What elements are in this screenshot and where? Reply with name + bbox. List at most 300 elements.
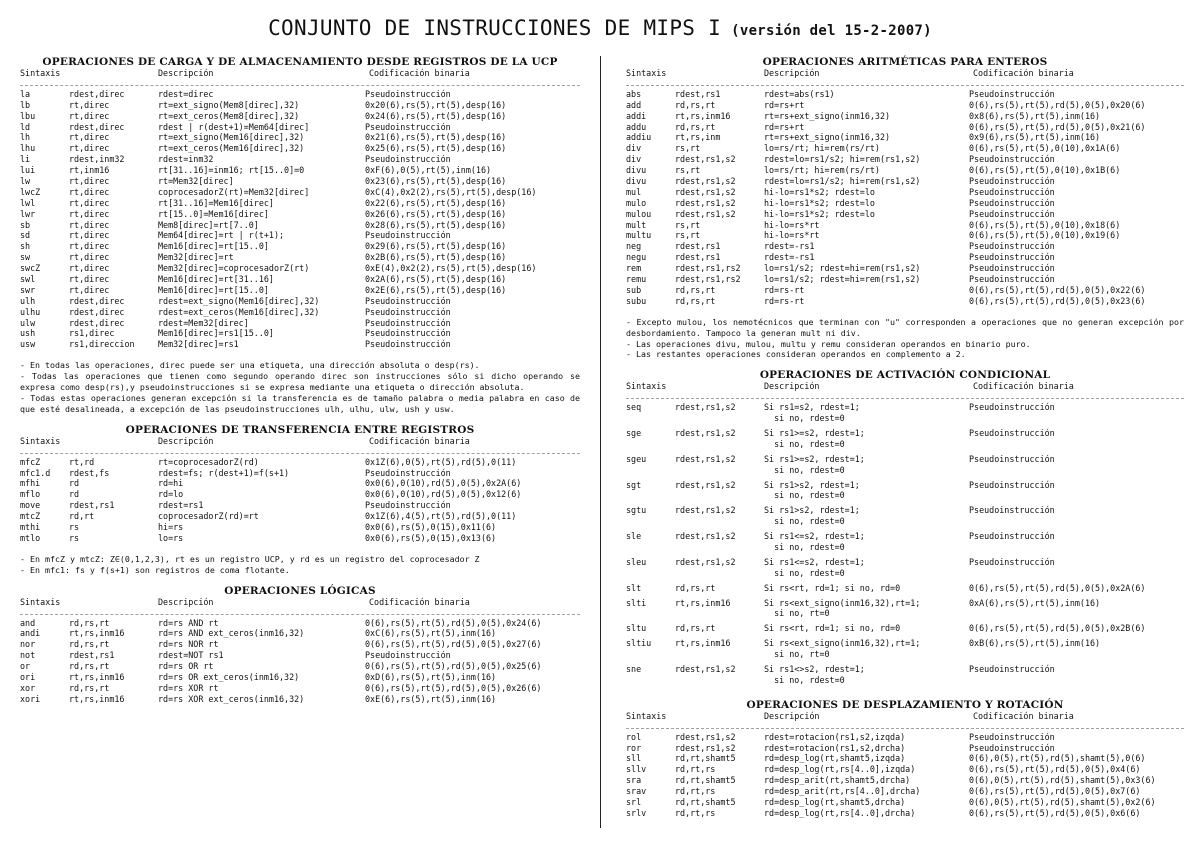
header-syntax: Sintaxis xyxy=(626,710,667,721)
table-row xyxy=(20,672,580,683)
cell-mnemonic: mult xyxy=(626,219,647,230)
cell-encoding: 0xA(6),rs(5),rt(5),inm(16) xyxy=(969,597,1101,608)
cell-description: rd=rs XOR ext_ceros(inm16,32) xyxy=(158,693,305,704)
table-row xyxy=(20,89,580,100)
cell-encoding: 0(6),rs(5),rt(5),rd(5),0(5),0x20(6) xyxy=(969,99,1146,110)
cell-description: rdest=-rs1 xyxy=(764,241,815,252)
cell-mnemonic: rem xyxy=(626,263,642,274)
table-row xyxy=(626,285,1184,296)
table-row xyxy=(626,100,1184,111)
cell-encoding: 0x8(6),rs(5),rt(5),inm(16) xyxy=(969,110,1101,121)
cell-description: Mem32[direc]=coprocesadorZ(rt) xyxy=(158,263,310,274)
cell-mnemonic: lbu xyxy=(20,110,36,121)
section-shift-rotate xyxy=(626,699,1184,819)
table-row xyxy=(20,618,580,629)
note-line: - Excepto mulou, los nemotécnicos que terminan con "u" corresponden a operaciones que no generan excepción por desbordamiento. Tampoco la generan mult ni div. xyxy=(626,316,1184,338)
cell-mnemonic: div xyxy=(626,154,642,165)
table-row xyxy=(626,664,1184,675)
cell-mnemonic: mtlo xyxy=(20,532,41,543)
table-row xyxy=(20,252,580,263)
cell-mnemonic: ld xyxy=(20,121,31,132)
table-row xyxy=(626,531,1184,542)
table-row xyxy=(20,683,580,694)
cell-operands: rt,direc xyxy=(69,99,110,110)
header-syntax: Sintaxis xyxy=(626,68,667,78)
cell-encoding: Pseudoinstrucción xyxy=(969,402,1055,413)
header-encoding: Codificación binaria xyxy=(973,68,1074,78)
cell-encoding: Pseudoinstrucción xyxy=(365,328,451,339)
cell-description: lo=rs/rt; hi=rem(rs/rt) xyxy=(764,165,880,176)
table-row xyxy=(20,285,580,296)
cell-mnemonic: divu xyxy=(626,165,647,176)
cell-operands: rt,direc xyxy=(69,219,110,230)
cell-mnemonic: sb xyxy=(20,219,31,230)
table-row xyxy=(626,296,1184,307)
cell-description: rd=rs-rt xyxy=(764,295,805,306)
cell-mnemonic: move xyxy=(20,500,41,511)
cell-description: rdest=Mem32[direc] xyxy=(158,317,249,328)
table-row xyxy=(20,230,580,241)
cell-mnemonic: srl xyxy=(626,797,642,808)
cell-mnemonic: sleu xyxy=(626,556,647,567)
cell-mnemonic: li xyxy=(20,154,31,165)
section-title: OPERACIONES ARITMÉTICAS PARA ENTEROS xyxy=(762,56,1048,68)
cell-description: coprocesadorZ(rt)=Mem32[direc] xyxy=(158,186,310,197)
table-row xyxy=(20,468,580,479)
cell-description: Mem16[direc]=rs1[15..0] xyxy=(158,328,274,339)
cell-encoding: 0(6),rs(5),rt(5),rd(5),0(5),0x27(6) xyxy=(365,639,542,650)
header-description: Descripción xyxy=(764,68,820,78)
cell-operands: rd,rs,rt xyxy=(675,582,716,593)
cell-description: Si rs1=s2, rdest=1; xyxy=(764,402,860,413)
cell-operands: rt,rs,inm16 xyxy=(675,597,731,608)
cell-mnemonic: slti xyxy=(626,597,647,608)
table-row xyxy=(20,500,580,511)
header-description: Descripción xyxy=(764,710,820,721)
cell-operands: rs,rt xyxy=(675,219,701,230)
header-rule xyxy=(20,609,580,615)
cell-operands: rdest,direc xyxy=(69,317,125,328)
table-row xyxy=(20,328,580,339)
cell-operands: rdest,rs1,s2 xyxy=(675,208,736,219)
cell-encoding: 0x23(6),rs(5),rt(5),desp(16) xyxy=(365,176,507,187)
cell-operands: rdest,rs1 xyxy=(675,88,721,99)
cell-mnemonic: ulw xyxy=(20,317,36,328)
cell-mnemonic: srlv xyxy=(626,807,647,818)
table-row xyxy=(626,428,1184,439)
table-row xyxy=(626,220,1184,231)
cell-mnemonic: sgtu xyxy=(626,505,647,516)
cell-mnemonic: lwcZ xyxy=(20,186,41,197)
cell-encoding: 0(6),0(5),rt(5),rd(5),shamt(5),0x3(6) xyxy=(969,775,1156,786)
table-row xyxy=(626,165,1184,176)
cell-encoding: Pseudoinstrucción xyxy=(365,154,451,165)
table-header xyxy=(20,436,580,447)
cell-description: rdest=fs; r(dest+1)=f(s+1) xyxy=(158,467,290,478)
cell-encoding: Pseudoinstrucción xyxy=(969,556,1055,567)
cell-mnemonic: lw xyxy=(20,176,31,187)
cell-encoding: Pseudoinstrucción xyxy=(969,197,1055,208)
cell-description: rd=rs NOR rt xyxy=(158,639,219,650)
cell-operands: rdest,rs1,s2 xyxy=(675,479,736,490)
table-row xyxy=(626,154,1184,165)
cell-mnemonic: lb xyxy=(20,99,31,110)
cell-description: rdest=ext_signo(Mem16[direc],32) xyxy=(158,295,320,306)
cell-description: Si rs<ext_signo(inm16,32),rt=1; xyxy=(764,638,921,649)
cell-description: rt=ext_ceros(Mem8[direc],32) xyxy=(158,110,300,121)
cell-description: rt=rs+ext_signo(inm16,32) xyxy=(764,132,891,143)
cell-encoding: 0(6),rs(5),rt(5),rd(5),0(5),0x24(6) xyxy=(365,617,542,628)
cell-operands: rdest,rs1,s2 xyxy=(675,505,736,516)
cell-description: rt[31..16]=Mem16[direc] xyxy=(158,197,274,208)
cell-operands: rt,direc xyxy=(69,208,110,219)
cell-description: Mem16[direc]=rt[31..16] xyxy=(158,274,274,285)
cell-mnemonic: mulo xyxy=(626,197,647,208)
cell-description: si no, rdest=0 xyxy=(764,438,845,449)
cell-encoding: Pseudoinstrucción xyxy=(969,208,1055,219)
cell-encoding: 0(6),0(5),rt(5),rd(5),shamt(5),0(6) xyxy=(969,753,1146,764)
cell-description: rd=rs OR ext_ceros(inm16,32) xyxy=(158,671,300,682)
table-row xyxy=(626,132,1184,143)
cell-mnemonic: srav xyxy=(626,786,647,797)
table-header xyxy=(626,68,1184,79)
header-rule xyxy=(20,448,580,454)
table-row xyxy=(626,263,1184,274)
cell-operands: rd,rs,rt xyxy=(69,617,110,628)
cell-mnemonic: negu xyxy=(626,252,647,263)
cell-operands: rdest,direc xyxy=(69,88,125,99)
cell-operands: rt,inm16 xyxy=(69,165,110,176)
cell-mnemonic: addi xyxy=(626,110,647,121)
table-row xyxy=(626,764,1184,775)
cell-operands: rd,rt,shamt5 xyxy=(675,797,736,808)
cell-description: rd=desp_log(rt,rs[4..0],izqda) xyxy=(764,764,916,775)
cell-description: rd=rs XOR rt xyxy=(158,682,219,693)
cell-description: rdest=NOT rs1 xyxy=(158,650,224,661)
cell-encoding: 0(6),rs(5),rt(5),rd(5),0(5),0x2A(6) xyxy=(969,582,1146,593)
note-line: - Todas estas operaciones generan excepción si la transferencia es de tamaño palabra o media palabra en caso de que esté desalineada, a excepción de las pseudoinstrucciones ulh, ulhu, ulw, ush y usw. xyxy=(20,392,580,414)
table-row xyxy=(626,598,1184,609)
cell-encoding: Pseudoinstrucción xyxy=(969,742,1055,753)
table-row-continuation xyxy=(626,516,1184,527)
table-row xyxy=(626,743,1184,754)
table-row xyxy=(626,230,1184,241)
cell-operands: rt,direc xyxy=(69,143,110,154)
cell-operands: rd xyxy=(69,489,80,500)
section-load-store xyxy=(20,56,580,415)
cell-mnemonic: divu xyxy=(626,176,647,187)
cell-operands: rs xyxy=(69,522,80,533)
cell-operands: rt,direc xyxy=(69,230,110,241)
cell-mnemonic: ulhu xyxy=(20,306,41,317)
cell-operands: rt,rs,inm16 xyxy=(69,693,125,704)
header-encoding: Codificación binaria xyxy=(369,68,470,78)
header-encoding: Codificación binaria xyxy=(369,435,470,446)
cell-operands: rs1,direccion xyxy=(69,339,135,350)
section-conditional-set xyxy=(626,369,1184,689)
cell-operands: rdest,rs1,s2 xyxy=(675,531,736,542)
header-encoding: Codificación binaria xyxy=(973,710,1074,721)
table-row xyxy=(626,122,1184,133)
table-row xyxy=(20,263,580,274)
cell-description: rdest | r(dest+1)=Mem64[direc] xyxy=(158,121,310,132)
cell-description: rd=desp_log(rt,rs[4..0],drcha) xyxy=(764,807,916,818)
cell-description: lo=rs xyxy=(158,532,184,543)
section-integer-arithmetic xyxy=(626,56,1184,360)
cell-operands: rdest,rs1,rs2 xyxy=(675,274,741,285)
cell-description: rt=rs+ext_signo(inm16,32) xyxy=(764,110,891,121)
cell-encoding: Pseudoinstrucción xyxy=(365,295,451,306)
header-encoding: Codificación binaria xyxy=(973,381,1074,392)
table-header xyxy=(626,381,1184,392)
cell-operands: rdest,rs1 xyxy=(69,650,115,661)
cell-encoding: Pseudoinstrucción xyxy=(969,154,1055,165)
cell-encoding: 0(6),0(5),rt(5),rd(5),shamt(5),0x2(6) xyxy=(969,797,1156,808)
cell-encoding: Pseudoinstrucción xyxy=(969,664,1055,675)
cell-encoding: Pseudoinstrucción xyxy=(969,453,1055,464)
cell-description: Mem16[direc]=rt[15..0] xyxy=(158,284,269,295)
header-syntax: Sintaxis xyxy=(20,435,61,446)
table-row xyxy=(626,797,1184,808)
cell-encoding: Pseudoinstrucción xyxy=(969,252,1055,263)
header-syntax: Sintaxis xyxy=(20,596,61,607)
cell-encoding: 0(6),rs(5),rt(5),0(10),0x18(6) xyxy=(969,219,1121,230)
cell-operands: rt,rs,inm16 xyxy=(675,110,731,121)
cell-operands: rt,rs,inm xyxy=(675,132,721,143)
cell-operands: rt,direc xyxy=(69,176,110,187)
table-header xyxy=(626,711,1184,722)
header-syntax: Sintaxis xyxy=(20,68,61,78)
table-row-continuation xyxy=(626,465,1184,476)
cell-description: hi-lo=rs1*s2; rdest=lo xyxy=(764,197,875,208)
cell-encoding: 0(6),rs(5),rt(5),rd(5),0(5),0x2B(6) xyxy=(969,623,1146,634)
cell-mnemonic: subu xyxy=(626,295,647,306)
right-column xyxy=(626,56,1184,828)
cell-encoding: Pseudoinstrucción xyxy=(969,176,1055,187)
cell-encoding: Pseudoinstrucción xyxy=(365,317,451,328)
column-divider xyxy=(600,56,601,828)
section-notes xyxy=(20,360,580,415)
cell-operands: rd,rt,rs xyxy=(675,786,716,797)
table-row xyxy=(626,89,1184,100)
table-row xyxy=(20,694,580,705)
cell-description: hi-lo=rs*rt xyxy=(764,230,820,241)
cell-operands: rdest,direc xyxy=(69,121,125,132)
cell-operands: rs,rt xyxy=(675,165,701,176)
header-description: Descripción xyxy=(158,68,214,78)
cell-description: rdest=-rs1 xyxy=(764,252,815,263)
cell-operands: rt,rd xyxy=(69,456,95,467)
header-syntax: Sintaxis xyxy=(626,381,667,392)
cell-mnemonic: sra xyxy=(626,775,642,786)
cell-encoding: 0x29(6),rs(5),rt(5),desp(16) xyxy=(365,241,507,252)
cell-description: si no, rdest=0 xyxy=(764,464,845,475)
table-row-continuation xyxy=(626,490,1184,501)
cell-operands: rdest,rs1,s2 xyxy=(675,453,736,464)
cell-description: rt=coprocesadorZ(rd) xyxy=(158,456,259,467)
section-title: OPERACIONES DE CARGA Y DE ALMACENAMIENTO DESDE REGISTROS DE LA UCP xyxy=(42,56,558,68)
cell-encoding: 0xE(4),0x2(2),rs(5),rt(5),desp(16) xyxy=(365,263,537,274)
cell-description: rt=ext_signo(Mem16[direc],32) xyxy=(158,132,305,143)
table-row xyxy=(20,187,580,198)
cell-description: rdest=inm32 xyxy=(158,154,214,165)
cell-description: lo=rs1/s2; rdest=hi=rem(rs1,s2) xyxy=(764,274,921,285)
cell-operands: rt,rs,inm16 xyxy=(69,628,125,639)
cell-description: rd=rs+rt xyxy=(764,121,805,132)
table-row-continuation xyxy=(626,413,1184,424)
table-row xyxy=(626,198,1184,209)
table-row xyxy=(20,339,580,350)
cell-encoding: Pseudoinstrucción xyxy=(365,467,451,478)
cell-mnemonic: sh xyxy=(20,241,31,252)
cell-mnemonic: lwr xyxy=(20,208,36,219)
cell-encoding: 0x0(6),0(10),rd(5),0(5),0x12(6) xyxy=(365,489,522,500)
cell-mnemonic: div xyxy=(626,143,642,154)
table-row xyxy=(626,454,1184,465)
cell-operands: rdest,rs1,s2 xyxy=(675,556,736,567)
cell-mnemonic: sll xyxy=(626,753,642,764)
cell-encoding: Pseudoinstrucción xyxy=(969,428,1055,438)
title-version: (versión del 15-2-2007) xyxy=(731,23,932,39)
cell-mnemonic: swl xyxy=(20,274,36,285)
cell-description: rdest=ext_ceros(Mem16[direc],32) xyxy=(158,306,320,317)
note-line: - En mfc1: fs y f(s+1) son registros de coma flotante. xyxy=(20,564,290,575)
table-row xyxy=(626,111,1184,122)
cell-description: rdest=direc xyxy=(158,88,214,99)
cell-mnemonic: xori xyxy=(20,693,41,704)
table-row xyxy=(20,209,580,220)
cell-encoding: Pseudoinstrucción xyxy=(365,500,451,511)
section-notes xyxy=(20,554,580,576)
cell-mnemonic: xor xyxy=(20,682,36,693)
cell-encoding: 0(6),rs(5),rt(5),0(10),0x1B(6) xyxy=(969,165,1121,176)
cell-operands: rdest,rs1,s2 xyxy=(675,742,736,753)
cell-encoding: 0(6),rs(5),rt(5),rd(5),0(5),0x7(6) xyxy=(969,786,1141,797)
cell-description: si no, rdest=0 xyxy=(764,567,845,578)
cell-mnemonic: lui xyxy=(20,165,36,176)
cell-encoding: Pseudoinstrucción xyxy=(969,274,1055,285)
cell-encoding: 0x25(6),rs(5),rt(5),desp(16) xyxy=(365,143,507,154)
cell-encoding: Pseudoinstrucción xyxy=(365,306,451,317)
cell-operands: rt,direc xyxy=(69,274,110,285)
cell-mnemonic: lhu xyxy=(20,143,36,154)
cell-mnemonic: sw xyxy=(20,252,31,263)
cell-operands: rdest,rs1,s2 xyxy=(675,154,736,165)
cell-encoding: 0x0(6),0(10),rd(5),0(5),0x2A(6) xyxy=(365,478,522,489)
cell-encoding: 0xC(6),rs(5),rt(5),inm(16) xyxy=(365,628,497,639)
cell-operands: rt,direc xyxy=(69,197,110,208)
table-row xyxy=(20,100,580,111)
row-spacer xyxy=(626,686,1184,690)
cell-description: rt[31..16]=inm16; rt[15..0]=0 xyxy=(158,165,305,176)
table-row xyxy=(20,318,580,329)
header-rule xyxy=(626,393,1184,399)
table-row xyxy=(626,753,1184,764)
cell-mnemonic: and xyxy=(20,617,36,628)
cell-encoding: 0(6),rs(5),rt(5),rd(5),0(5),0x22(6) xyxy=(969,284,1146,295)
cell-encoding: Pseudoinstrucción xyxy=(969,186,1055,197)
cell-encoding: Pseudoinstrucción xyxy=(969,263,1055,274)
cell-description: Si rs1<>s2, rdest=1; xyxy=(764,664,865,675)
cell-description: si no, rdest=0 xyxy=(764,490,845,501)
table-row xyxy=(626,187,1184,198)
cell-operands: rdest,rs1,s2 xyxy=(675,428,736,438)
cell-mnemonic: mul xyxy=(626,186,642,197)
cell-mnemonic: addiu xyxy=(626,132,652,143)
cell-description: hi-lo=rs1*s2; rdest=lo xyxy=(764,208,875,219)
cell-mnemonic: sd xyxy=(20,230,31,241)
cell-mnemonic: mtcZ xyxy=(20,511,41,522)
table-row-continuation xyxy=(626,439,1184,450)
table-row xyxy=(20,111,580,122)
section-title: OPERACIONES LÓGICAS xyxy=(224,584,376,597)
table-row xyxy=(626,557,1184,568)
cell-description: rd=desp_arit(rt,rs[4..0],drcha) xyxy=(764,786,921,797)
cell-mnemonic: la xyxy=(20,88,31,99)
cell-description: rd=rs-rt xyxy=(764,284,805,295)
cell-description: lo=rs/rt; hi=rem(rs/rt) xyxy=(764,143,880,154)
cell-mnemonic: mulou xyxy=(626,208,652,219)
note-line: - En mfcZ y mtcZ: Z∈(0,1,2,3), rt es un registro UCP, y rd es un registro del coprocesador Z xyxy=(20,553,480,564)
cell-operands: rdest,rs1,s2 xyxy=(675,731,736,742)
cell-operands: rdest,rs1,s2 xyxy=(675,176,736,187)
cell-operands: rdest,rs1 xyxy=(69,500,115,511)
cell-encoding: 0xB(6),rs(5),rt(5),inm(16) xyxy=(969,638,1101,649)
cell-operands: rd,rt,rs xyxy=(675,764,716,775)
page-title xyxy=(0,16,1200,40)
cell-encoding: 0x0(6),rs(5),0(15),0x11(6) xyxy=(365,522,497,533)
cell-mnemonic: sllv xyxy=(626,764,647,775)
cell-encoding: 0(6),rs(5),rt(5),rd(5),0(5),0x6(6) xyxy=(969,807,1141,818)
cell-mnemonic: neg xyxy=(626,241,642,252)
cell-encoding: Pseudoinstrucción xyxy=(969,479,1055,490)
cell-description: hi=rs xyxy=(158,522,184,533)
cell-description: rt=ext_ceros(Mem16[direc],32) xyxy=(158,143,305,154)
cell-description: rdest=rotacion(rs1,s2,izqda) xyxy=(764,731,906,742)
cell-encoding: Pseudoinstrucción xyxy=(969,241,1055,252)
cell-operands: rdest,fs xyxy=(69,467,110,478)
table-row xyxy=(20,220,580,231)
table-row xyxy=(20,296,580,307)
table-row xyxy=(20,198,580,209)
cell-description: Si rs1>=s2, rdest=1; xyxy=(764,453,865,464)
cell-mnemonic: slt xyxy=(626,582,642,593)
cell-encoding: 0(6),rs(5),rt(5),0(10),0x19(6) xyxy=(969,230,1121,241)
cell-encoding: 0x0(6),rs(5),0(15),0x13(6) xyxy=(365,532,497,543)
cell-description: hi-lo=rs1*s2; rdest=lo xyxy=(764,186,875,197)
cell-description: rdest=rs1 xyxy=(158,500,204,511)
cell-operands: rt,rs,inm16 xyxy=(675,638,731,649)
table-row xyxy=(626,402,1184,413)
cell-encoding: 0x9(6),rs(5),rt(5),inm(16) xyxy=(969,132,1101,143)
cell-encoding: 0x1Z(6),0(5),rt(5),rd(5),0(11) xyxy=(365,456,517,467)
cell-description: Mem32[direc]=rt xyxy=(158,252,234,263)
cell-description: Si rs1<=s2, rdest=1; xyxy=(764,556,865,567)
table-row xyxy=(626,209,1184,220)
cell-encoding: 0(6),rs(5),rt(5),rd(5),0(5),0x25(6) xyxy=(365,661,542,672)
cell-mnemonic: sltiu xyxy=(626,638,652,649)
cell-operands: rt,direc xyxy=(69,252,110,263)
cell-encoding: 0x2E(6),rs(5),rt(5),desp(16) xyxy=(365,284,507,295)
cell-description: rd=hi xyxy=(158,478,184,489)
table-row xyxy=(20,522,580,533)
cell-operands: rd,rs,rt xyxy=(69,661,110,672)
cell-operands: rdest,rs1,s2 xyxy=(675,197,736,208)
cell-description: Mem64[direc]=rt | r(t+1); xyxy=(158,230,285,241)
table-row xyxy=(20,176,580,187)
cell-mnemonic: sge xyxy=(626,428,642,438)
table-row xyxy=(626,274,1184,285)
